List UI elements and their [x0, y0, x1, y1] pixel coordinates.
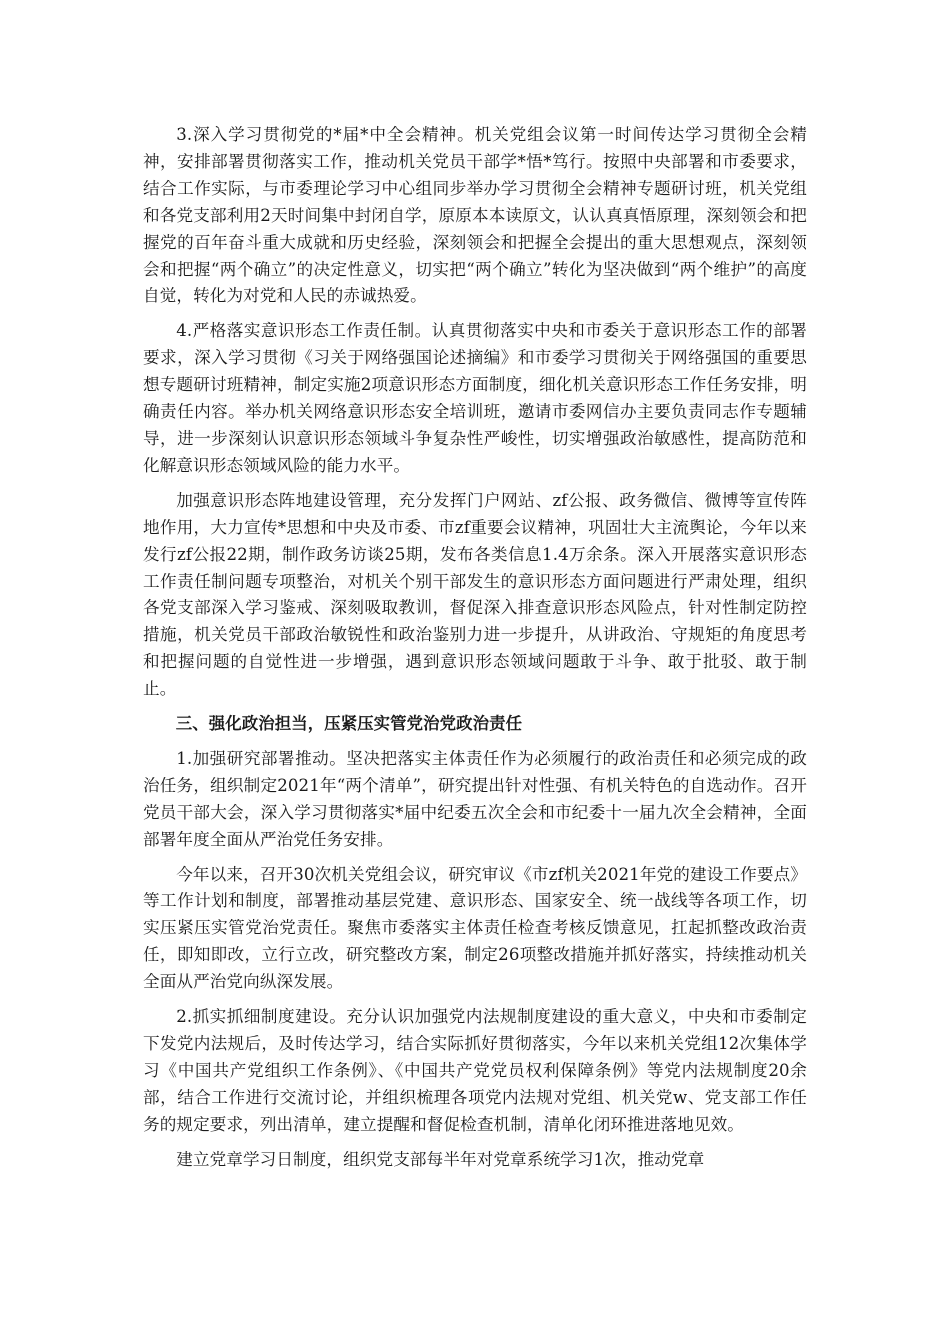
paragraph-party-group-meetings: 今年以来，召开30次机关党组会议，研究审议《市zf机关2021年党的建设工作要点》等工作计划和制度，部署推动基层党建、意识形态、国家安全、统一战线等各项工作，切实压紧压实管党治党责任。聚焦市委落实主体责任检查考核反馈意见，扛起抓整改政治责任，即知即改，立行立改，研究整改方案，制定26项整改措施并抓好落实，持续推动机关全面从严治党向纵深发展。: [143, 864, 807, 992]
paragraph-ideology-front: 加强意识形态阵地建设管理，充分发挥门户网站、zf公报、政务微信、微博等宣传阵地作用，大力宣传*思想和中央及市委、市zf重要会议精神，巩固壮大主流舆论，今年以来发行zf公报22期，制作政务访谈25期，发布各类信息1.4万余条。深入开展落实意识形态工作责任制问题专项整治，对机关个别干部发生的意识形态方面问题进行严肃处理，组织各党支部深入学习鉴戒、深刻吸取教训，督促深入排查意识形态风险点，针对性制定防控措施，机关党员干部政治敏锐性和政治鉴别力进一步提升，从讲政治、守规矩的角度思考和把握问题的自觉性进一步增强，遇到意识形态领域问题敢于斗争、敢于批驳、敢于制止。: [143, 490, 807, 699]
section-heading-political-responsibility: 三、强化政治担当，压紧压实管党治党政治责任: [175, 714, 523, 734]
document-body: [143, 122, 807, 1174]
paragraph-party-constitution-day: 建立党章学习日制度，组织党支部每半年对党章系统学习1次，推动党章: [176, 1149, 705, 1169]
paragraph-study-plenary: 3.深入学习贯彻党的*届*中全会精神。机关党组会议第一时间传达学习贯彻全会精神，安排部署贯彻落实工作，推动机关党员干部学*悟*笃行。按照中央部署和市委要求，结合工作实际，与市委理论学习中心组同步举办学习贯彻全会精神专题研讨班，机关党组和各党支部利用2天时间集中封闭自学，原原本本读原文，认认真真悟原理，深刻领会和把握党的百年奋斗重大成就和历史经验，深刻领会和把握全会提出的重大思想观点，深刻领会和把握“两个确立”的决定性意义，切实把“两个确立”转化为坚决做到“两个维护”的高度自觉，转化为对党和人民的赤诚热爱。: [143, 125, 807, 306]
paragraph-research-deployment: 1.加强研究部署推动。坚决把落实主体责任作为必须履行的政治责任和必须完成的政治任务，组织制定2021年“两个清单”，研究提出针对性强、有机关特色的自选动作。召开党员干部大会，深入学习贯彻落实*届中纪委五次全会和市纪委十一届九次全会精神，全面部署年度全面从严治党任务安排。: [143, 748, 807, 849]
paragraph-ideology-responsibility: 4.严格落实意识形态工作责任制。认真贯彻落实中央和市委关于意识形态工作的部署要求，深入学习贯彻《习关于网络强国论述摘编》和市委学习贯彻关于网络强国的重要思想专题研讨班精神，制定实施2项意识形态方面制度，细化机关意识形态工作任务安排，明确责任内容。举办机关网络意识形态安全培训班，邀请市委网信办主要负责同志作专题辅导，进一步深刻认识意识形态领域斗争复杂性严峻性，切实增强政治敏感性，提高防范和化解意识形态领域风险的能力水平。: [143, 321, 807, 475]
paragraph-institution-building: 2.抓实抓细制度建设。充分认识加强党内法规制度建设的重大意义，中央和市委制定下发党内法规后，及时传达学习，结合实际抓好贯彻落实，今年以来机关党组12次集体学习《中国共产党组织工作条例》、《中国共产党党员权利保障条例》等党内法规制度20余部，结合工作进行交流讨论，并组织梳理各项党内法规对党组、机关党w、党支部工作任务的规定要求，列出清单，建立提醒和督促检查机制，清单化闭环推进落地见效。: [143, 1007, 807, 1134]
